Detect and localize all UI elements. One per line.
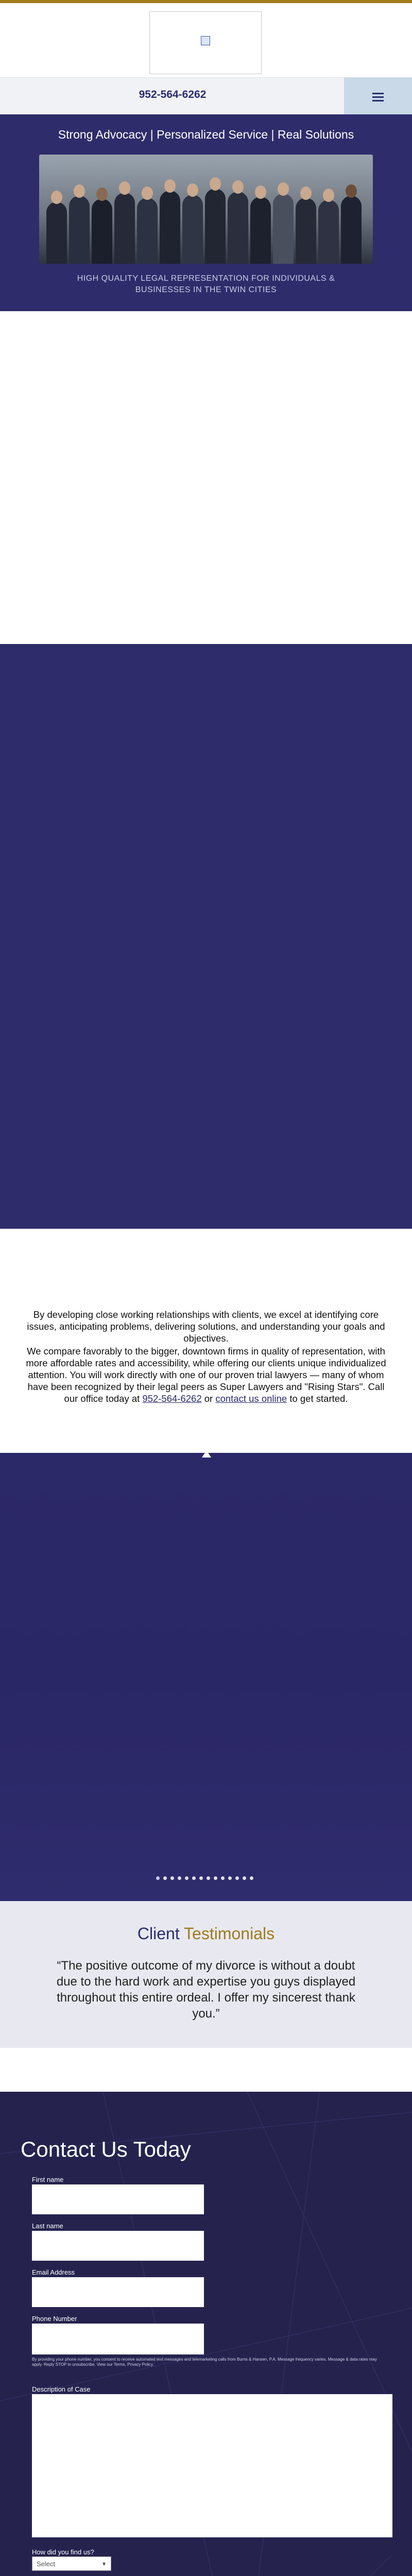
hero-subtitle-line: HIGH QUALITY LEGAL REPRESENTATION FOR INDIVIDUALS & bbox=[77, 274, 335, 283]
testimonials-heading-accent: Testimonials bbox=[184, 1924, 275, 1943]
hamburger-menu-icon bbox=[372, 96, 384, 98]
intro-text-span: or bbox=[201, 1393, 216, 1404]
contact-heading: Contact Us Today bbox=[21, 2137, 191, 2161]
hero-subtitle-line: BUSINESSES IN THE TWIN CITIES bbox=[135, 285, 277, 294]
team-photo bbox=[39, 155, 373, 264]
email-input[interactable] bbox=[32, 2277, 204, 2307]
chevron-down-icon: ▼ bbox=[101, 2562, 107, 2567]
slider-dot[interactable] bbox=[207, 1876, 210, 1880]
practice-areas-section bbox=[0, 644, 412, 1229]
top-accent-strip bbox=[0, 0, 412, 3]
section-arrow-icon bbox=[202, 1450, 211, 1458]
intro-text-span: to get started. bbox=[287, 1393, 348, 1404]
contact-online-link[interactable]: contact us online bbox=[215, 1393, 287, 1404]
image-placeholder-icon bbox=[201, 36, 210, 45]
slider-dot[interactable] bbox=[199, 1876, 203, 1880]
testimonial-quote: “The positive outcome of my divorce is without a doubt due to the hard work and expertise you guys displayed throughout this entire ordeal. I offer my sincerest thank you.” bbox=[56, 1959, 356, 2021]
how-find-label: How did you find us? bbox=[32, 2548, 94, 2556]
hamburger-menu-icon bbox=[372, 93, 384, 94]
slider-dot[interactable] bbox=[235, 1876, 239, 1880]
slider-dot[interactable] bbox=[250, 1876, 253, 1880]
intro-paragraph bbox=[25, 1345, 387, 1404]
slider-dot[interactable] bbox=[170, 1876, 174, 1880]
testimonials-heading bbox=[0, 1924, 412, 1943]
slider-dots bbox=[156, 1876, 259, 1882]
phone-label: Phone Number bbox=[32, 2315, 77, 2323]
slider-dot[interactable] bbox=[185, 1876, 188, 1880]
header-phone-link[interactable]: 952-564-6262 bbox=[139, 89, 207, 100]
hamburger-menu-icon bbox=[372, 100, 384, 101]
slider-dot[interactable] bbox=[178, 1876, 181, 1880]
phone-input[interactable] bbox=[32, 2324, 204, 2354]
image-slider-section bbox=[0, 1453, 412, 1901]
intro-phone-link[interactable]: 952-564-6262 bbox=[142, 1393, 202, 1404]
slider-dot[interactable] bbox=[163, 1876, 167, 1880]
slider-dot[interactable] bbox=[228, 1876, 232, 1880]
intro-paragraph: By developing close working relationships with clients, we excel at identifying core issues, anticipating problems, delivering solutions, and understanding your goals and objectives. bbox=[27, 1309, 385, 1344]
last-name-label: Last name bbox=[32, 2222, 63, 2230]
how-find-select[interactable] bbox=[32, 2556, 111, 2571]
sms-disclaimer: By providing your phone number, you consent to receive automated text messages and telemarketing calls from Burns & Hansen, P.A. Message frequency varies. Message & data rates may apply. Reply STOP to unsubscribe. View our Terms, Privacy Policy. bbox=[32, 2357, 377, 2367]
slider-dot[interactable] bbox=[221, 1876, 225, 1880]
slider-dot[interactable] bbox=[156, 1876, 160, 1880]
slider-dot[interactable] bbox=[214, 1876, 217, 1880]
first-name-input[interactable] bbox=[32, 2184, 204, 2214]
hero-tagline: Strong Advocacy | Personalized Service | Real Solutions bbox=[58, 128, 354, 141]
select-value: Select bbox=[37, 2560, 56, 2568]
intro-text bbox=[25, 1309, 387, 1405]
intro-text-span: We compare favorably to the bigger, downtown firms in quality of representation, with more affordable rates and accessibility, while offering our clients unique individualized attention. You will work directly with one of our proven trial lawyers — many of whom have been recognized by their legal peers as Super Lawyers and "Rising Stars". Call our office today at bbox=[26, 1346, 386, 1404]
description-textarea[interactable] bbox=[32, 2394, 392, 2537]
slider-dot[interactable] bbox=[243, 1876, 246, 1880]
first-name-label: First name bbox=[32, 2176, 64, 2183]
hero-subtitle bbox=[0, 273, 412, 296]
slider-dot[interactable] bbox=[192, 1876, 196, 1880]
last-name-input[interactable] bbox=[32, 2231, 204, 2261]
email-label: Email Address bbox=[32, 2268, 75, 2276]
description-label: Description of Case bbox=[32, 2385, 91, 2393]
testimonials-heading-part: Client bbox=[137, 1924, 180, 1943]
